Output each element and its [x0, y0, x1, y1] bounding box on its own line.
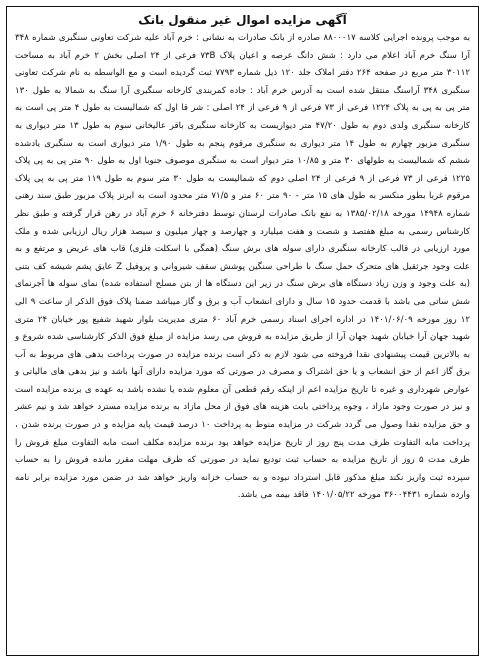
auction-notice [6, 6, 479, 656]
notice-body: به موجب پرونده اجرایی کلاسه ۸۸۰۰۰۱۷ صادره از بانک صادرات به نشانی : خرم آباد علیه شرکت تعاونی سنگبری شماره ۳۴۸ آرا سنگ خرم آباد اعلام می دارد : شش دانگ عرصه و اعیان پلاک ۷۳B فرعی از ۲۴ اصلی بخش ۲ خرم آباد به مساحت ۳۰۱۱۲ متر مربع در صفحه ۲۶۴ دفتر املاک جلد ۱۲۰ ذیل شماره ۷۷۹۳ ثبت گردیده است و مع الواسطه به نام شرکت تعاونی سنگبری ۳۴۸ آراسنگ منتقل شده است به آدرس خرم آباد : جاده کمربندی کارخانه سنگبری آرا سنگ به شمالا به طول ۱۳۰ متر پی به پی به پلاک ۱۲۲۴ فرعی از ۷۳ فرعی از ۹ فرعی از ۲۴ اصلی : شر قا اول که شمالیست به طول ۴ متر پی است به کارخانه سنگبری ولدی دوم به طول ۴۷/۲۰ متر دیواریست به کارخانه سنگبری باقر عالیخانی سوم به طول ۱۳ متر دیواری به سنگبری مزبور چهارم به طول ۱۴ متر دیواری به سنگبری مرقوم پنجم به طول ۱/۹۰ متر دیواری است به سنگبری یادشده ششم که شمالیست به طولهای ۳۰ متر و ۱۰/۸۵ متر دیوار است به سنگبری موصوف جنوبا اول به طول ۹۰ متر پی به پی پلاک ۱۲۲۵ فرعی از ۷۳ فرعی از ۹ فرعی از ۲۴ اصلی دوم که شمالیست به طول ۳۰ متر سوم به طول ۱۱۹ متر پی به پی پلاک مرقوم غربا بطور منکسر به طول های ۱۵ متر - ۹۰ متر ۶۰ متر و ۷۱/۵ متر محدود است به ابرنز پلاک مزبور طبق سند رهنی شماره ۱۴۹۴۸ مورخه ۱۳۸۵/۰۲/۱۸ به نفع بانک صادرات لرستان توسط دفترخانه ۶ خرم آباد در رهن قرار گرفته و طبق نظر کارشناس رسمی به مبلغ هفتصد و شصت و هفت میلیارد و چهارصد و چهار میلیون و سیصد هزار ریال ارزیابی شده و ملک مورد ارزیابی در قالب کارخانه سنگبری دارای سوله های برش سنگ (همگی با اسکلت فلزی) قاب های عریض و مرتفع و به علت وجود جرثقیل های متحرک حمل سنگ با طراحی سنگین پوشش سقف شیروانی و پروفیل Z عایق پشم شیشه کف بتنی (به علت وجود و وزن زیاد دستگاه های برش سنگ در زیر این دستگاه ها از بتن مسلح استفاده شده) نمای سوله ها آجرنمای شش ساتی می باشد با قدمت حدود ۱۵ سال و دارای انشعاب آب و برق و گاز میباشد ضمنا پلاک فوق الذکر از ساعت ۹ الی ۱۲ روز مورخه ۱۴۰۱/۰۶/۰۹ در اداره اجرای اسناد رسمی خرم آباد ۶۰ متری مدیریت بلوار شهید شفیع پور خیابان ۲۴ متری شهید جهان آرا خیابان شهید جهان آرا از طریق مزایده به فروش می رسد مزایده از مبلغ فوق الذکر کارشناسی شده شروع و به بالاترین قیمت پیشنهادی نقدا فروخته می شود لازم به ذکر است برنده مزایده در صورت پرداخت بدهی های مربوط به آب برق گاز اعم از حق انشعاب و یا حق اشتراک و مصرف در صورتی که مورد مزایده دارای آنها باشد و نیز بدهی های مالیاتی و عوارض شهرداری و غیره تا تاریخ مزایده اعم از اینکه رقم قطعی آن معلوم شده یا نشده باشد به عهده ی برنده مزایده است و نیز در صورت وجود مازاد ، وجوه پرداختی بابت هزینه های فوق از محل مازاد به برنده مزایده مسترد خواهد شد و نیم عشر و حق مزایده نقدا وصول می گردد شرکت در مزایده منوط به پرداخت ۱۰ درصد قیمت پایه مزایده و در صورت برنده شدن ، پرداخت مابه التفاوت ظرف مدت پنج روز از تاریخ مزایده خواهد بود برنده مزایده مکلف است مابه التفاوت مبلغ فروش را ظرف مدت ۵ روز از تاریخ مزایده به حساب ثبت تودیع نماید در صورتی که ظرف مهلت مقرر مانده فروش را به حساب سپرده ثبت واریز نکند مبلغ مذکور قابل استرداد نبوده و به حساب خزانه واریز خواهد شد در ضمن مورد مزایده برابر نامه وارده شماره ۳۶۰۰۴۴۳۱ مورخه ۱۴۰۱/۰۵/۲۲ فاقد بیمه می باشد. [15, 33, 471, 501]
notice-title: آگهی مزایده اموال غیر منقول بانک [138, 13, 347, 27]
